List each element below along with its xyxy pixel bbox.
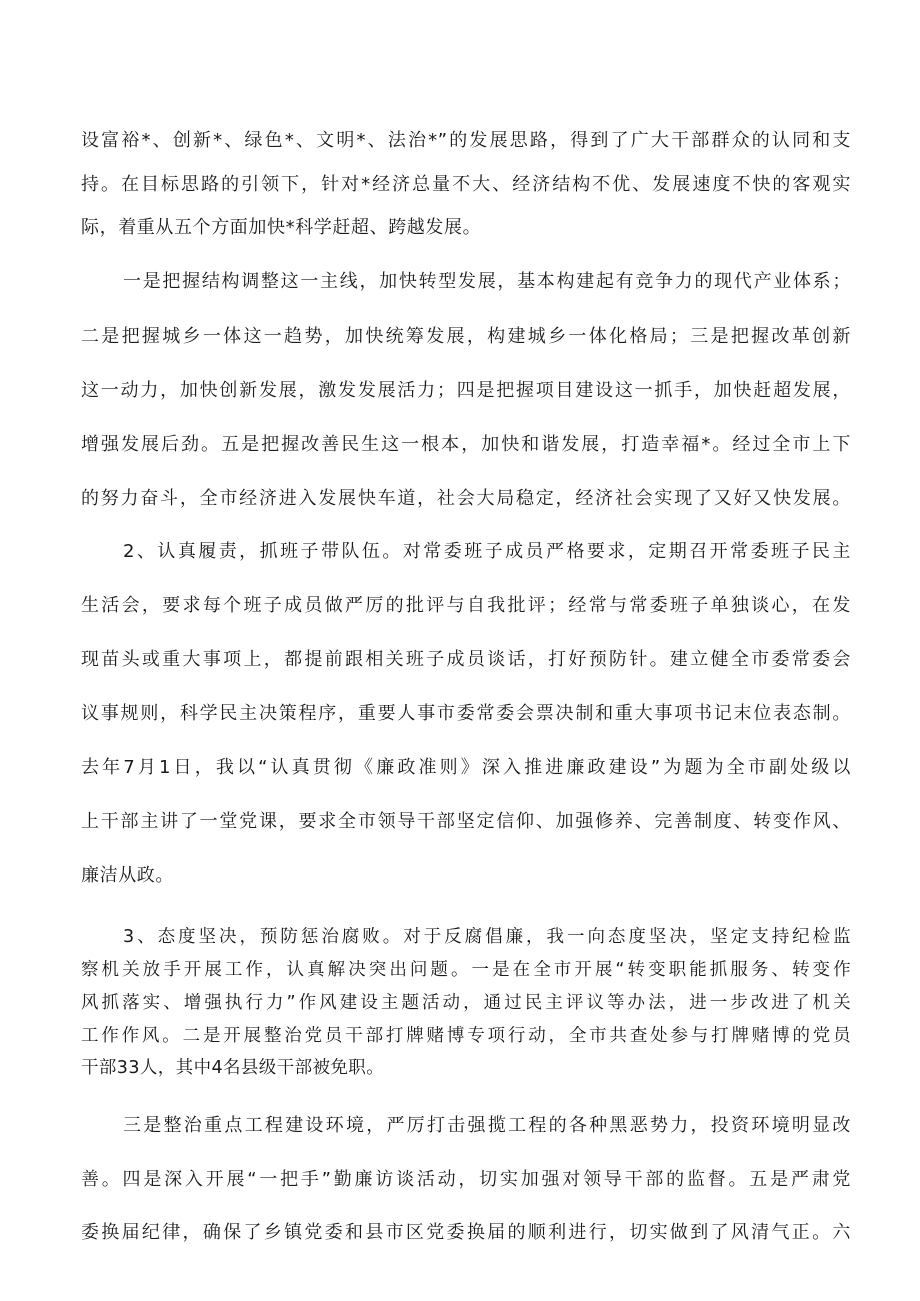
text-line: 去年7月1日，我以“认真贯彻《廉政准则》深入推进廉政建设”为题为全市副处级以 xyxy=(81,757,851,778)
text-line: 干部33人，其中4名县级干部被免职。 xyxy=(81,1058,385,1078)
text-line: 际，着重从五个方面加快*科学赶超、跨越发展。 xyxy=(81,217,482,238)
text-line: 委换届纪律，确保了乡镇党委和县市区党委换届的顺利进行，切实做到了风清气正。六 xyxy=(81,1222,851,1243)
text-line: 上干部主讲了一堂党课，要求全市领导干部坚定信仰、加强修养、完善制度、转变作风、 xyxy=(81,811,851,832)
text-line: 这一动力，加快创新发展，激发发展活力；四是把握项目建设这一抓手，加快赶超发展， xyxy=(81,380,851,401)
text-line: 工作作风。二是开展整治党员干部打牌赌博专项行动，全市共查处参与打牌赌博的党员 xyxy=(81,1026,851,1046)
text-line: 持。在目标思路的引领下，针对*经济总量不大、经济结构不优、发展速度不快的客观实 xyxy=(81,174,851,195)
text-line: 的努力奋斗，全市经济进入发展快车道，社会大局稳定，经济社会实现了又好又快发展。 xyxy=(81,488,851,509)
text-line: 生活会，要求每个班子成员做严厉的批评与自我批评；经常与常委班子单独谈心，在发 xyxy=(81,595,851,616)
text-line: 设富裕*、创新*、绿色*、文明*、法治*”的发展思路，得到了广大干部群众的认同和支 xyxy=(81,130,851,151)
text-line: 二是把握城乡一体这一趋势，加快统筹发展，构建城乡一体化格局；三是把握改革创新 xyxy=(81,326,851,347)
text-line: 察机关放手开展工作，认真解决突出问题。一是在全市开展“转变职能抓服务、转变作 xyxy=(81,960,851,980)
text-line: 三是整治重点工程建设环境，严厉打击强揽工程的各种黑恶势力，投资环境明显改 xyxy=(123,1115,851,1136)
text-line: 现苗头或重大事项上，都提前跟相关班子成员谈话，打好预防针。建立健全市委常委会 xyxy=(81,649,851,670)
text-line: 3、态度坚决，预防惩治腐败。对于反腐倡廉，我一向态度坚决，坚定支持纪检监 xyxy=(123,927,851,947)
text-line: 风抓落实、增强执行力”作风建设主题活动，通过民主评议等办法，进一步改进了机关 xyxy=(81,993,851,1013)
text-line: 议事规则，科学民主决策程序，重要人事市委常委会票决制和重大事项书记末位表态制。 xyxy=(81,703,851,724)
text-line: 2、认真履责，抓班子带队伍。对常委班子成员严格要求，定期召开常委班子民主 xyxy=(123,541,851,562)
text-line: 一是把握结构调整这一主线，加快转型发展，基本构建起有竞争力的现代产业体系； xyxy=(123,271,851,292)
text-line: 增强发展后劲。五是把握改善民生这一根本，加快和谐发展，打造幸福*。经过全市上下 xyxy=(81,434,851,455)
text-line: 善。四是深入开展“一把手”勤廉访谈活动，切实加强对领导干部的监督。五是严肃党 xyxy=(81,1169,851,1190)
text-line: 廉洁从政。 xyxy=(81,865,174,886)
